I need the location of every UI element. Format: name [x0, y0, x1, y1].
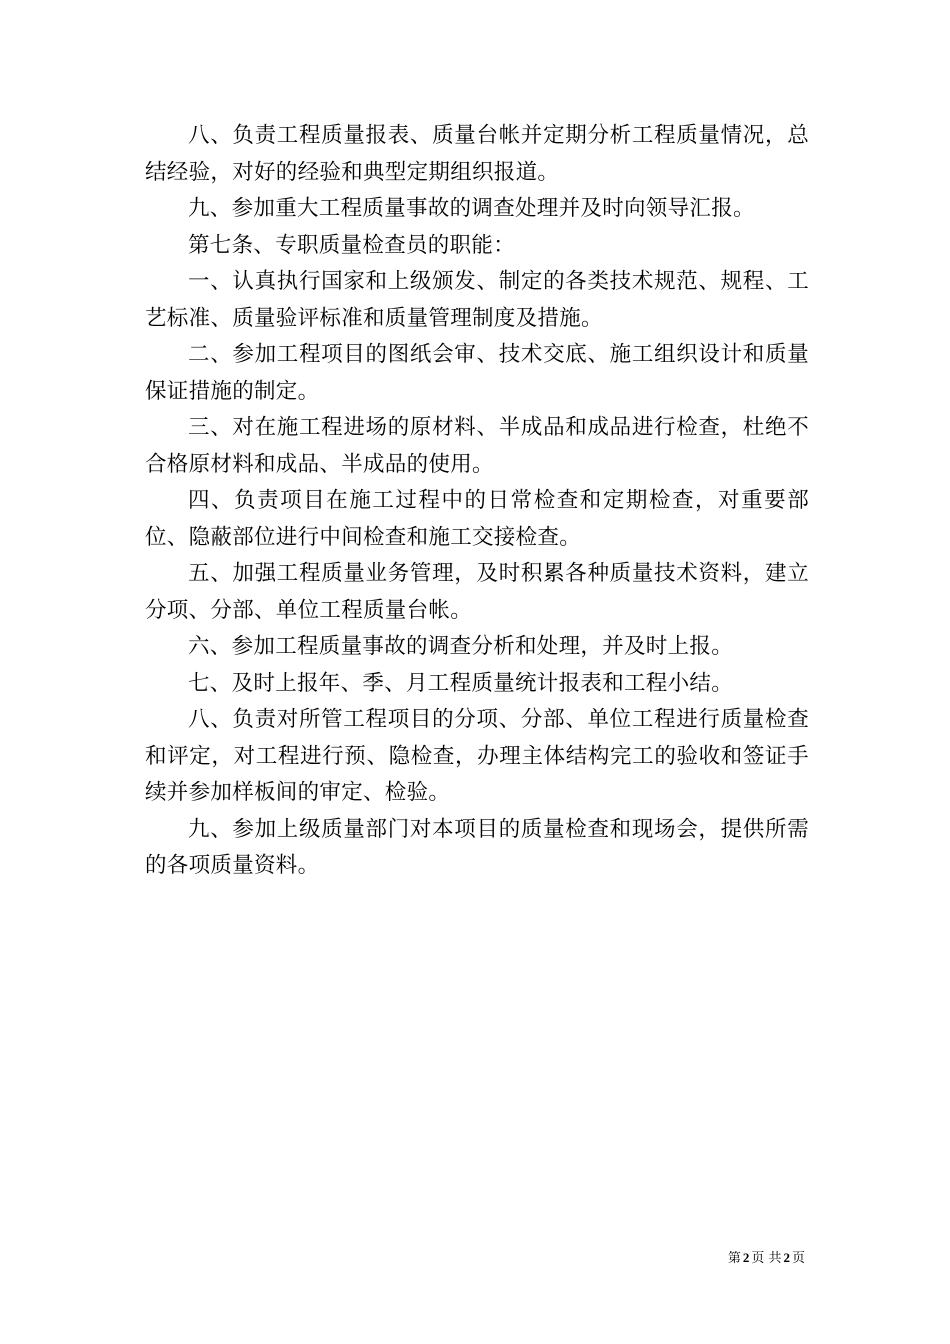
footer-suffix: 页 — [791, 1251, 805, 1266]
paragraph-item-6-investigation: 六、参加工程质量事故的调查分析和处理，并及时上报。 — [188, 634, 734, 659]
current-page-number: 2 — [742, 1250, 750, 1265]
paragraph-item-9-accident: 九、参加重大工程质量事故的调查处理并及时向领导汇报。 — [188, 196, 755, 221]
paragraph-item-9-site-meeting: 九、参加上级质量部门对本项目的质量检查和现场会，提供所需的各项质量资料。 — [145, 816, 809, 878]
paragraph-item-2-drawings: 二、参加工程项目的图纸会审、技术交底、施工组织设计和质量保证措施的制定。 — [145, 342, 809, 404]
paragraph-item-1-standards: 一、认真执行国家和上级颁发、制定的各类技术规范、规程、工艺标准、质量验评标准和质量管理制度及措施。 — [145, 269, 809, 331]
footer-prefix: 第 — [727, 1251, 741, 1266]
footer-middle: 页 共 — [751, 1251, 782, 1266]
paragraph-item-4-inspection: 四、负责项目在施工过程中的日常检查和定期检查，对重要部位、隐蔽部位进行中间检查和施工交接检查。 — [145, 488, 809, 550]
page-number-footer — [728, 1249, 805, 1268]
article-7-heading: 第七条、专职质量检查员的职能： — [188, 232, 516, 258]
paragraph-item-3-materials: 三、对在施工程进场的原材料、半成品和成品进行检查，杜绝不合格原材料和成品、半成品的使用。 — [145, 415, 809, 477]
total-page-number: 2 — [783, 1250, 790, 1265]
paragraph-item-5-management: 五、加强工程质量业务管理，及时积累各种质量技术资料，建立分项、分部、单位工程质量台帐。 — [145, 561, 809, 623]
document-body — [145, 118, 809, 885]
paragraph-item-8-report: 八、负责工程质量报表、质量台帐并定期分析工程质量情况，总结经验，对好的经验和典型定期组织报道。 — [145, 123, 809, 185]
paragraph-item-7-statistics: 七、及时上报年、季、月工程质量统计报表和工程小结。 — [188, 670, 734, 696]
paragraph-item-8-evaluation: 八、负责对所管工程项目的分项、分部、单位工程进行质量检查和评定，对工程进行预、隐检查，办理主体结构完工的验收和签证手续并参加样板间的审定、检验。 — [145, 707, 809, 805]
